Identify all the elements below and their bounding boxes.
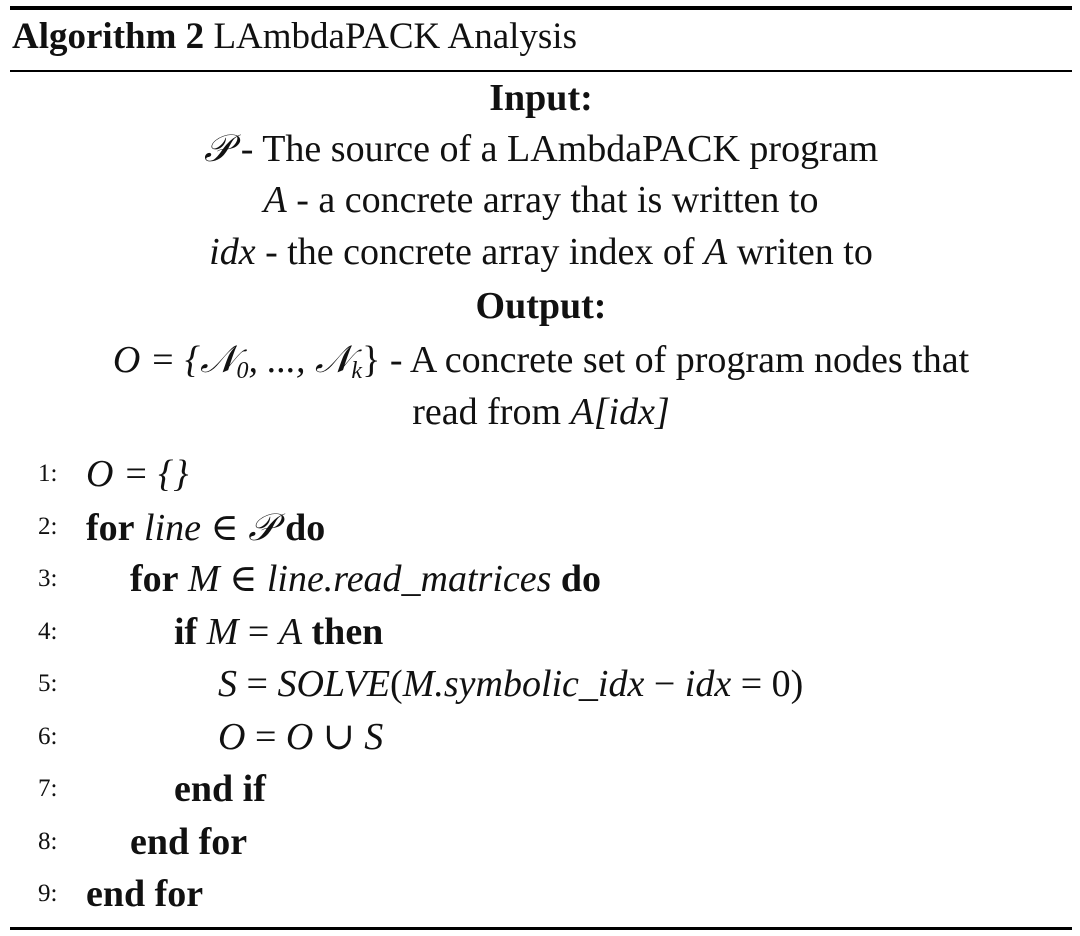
input-var-program: 𝒫 <box>203 126 232 170</box>
code-token: ∈ <box>210 506 249 549</box>
keyword: for <box>86 506 135 549</box>
code-token: SOLVE <box>277 663 391 705</box>
line-code <box>130 553 601 605</box>
line-number: 1: <box>38 460 58 487</box>
code-token: = <box>246 663 278 705</box>
output-line-2 <box>10 386 1072 438</box>
code-token: S <box>364 715 384 758</box>
input-var-index-array: A <box>703 231 728 273</box>
line-number: 5: <box>38 670 58 697</box>
input-var-index: idx <box>209 231 256 273</box>
code-token: O <box>285 715 323 758</box>
code-token: O = {} <box>86 453 189 495</box>
code-token: − <box>644 663 685 705</box>
line-code <box>86 868 203 920</box>
line-code <box>174 606 383 658</box>
line-number: 8: <box>38 827 58 855</box>
line-number: 9: <box>38 880 58 907</box>
algorithm-line <box>10 658 1072 710</box>
line-number: 4: <box>38 617 58 645</box>
algorithm-line <box>10 868 1072 920</box>
input-heading: Input: <box>489 77 593 119</box>
output-read-from: read from <box>412 391 571 433</box>
code-token: M <box>178 558 230 600</box>
keyword: do <box>551 558 602 600</box>
input-var-array: A <box>263 179 287 221</box>
line-code <box>218 711 383 763</box>
input-desc-program: - The source of a LAmbdaPACK program <box>231 128 879 170</box>
input-desc-array: - a concrete array that is written to <box>286 179 819 221</box>
code-token: 𝒫 <box>248 504 276 549</box>
line-number: 7: <box>38 775 58 802</box>
code-token: O <box>218 715 255 758</box>
code-token: ( <box>390 663 403 705</box>
line-code <box>86 501 325 554</box>
algorithm-line <box>10 606 1072 658</box>
keyword: for <box>130 558 179 600</box>
output-line-1 <box>10 334 1072 386</box>
output-read-index: A[idx] <box>570 391 670 433</box>
keyword: do <box>275 506 326 549</box>
code-token: M <box>197 610 248 653</box>
bottom-rule <box>10 927 1072 930</box>
algorithm-line <box>10 711 1072 763</box>
output-set-mid: , ..., 𝒩 <box>248 339 352 381</box>
output-set-open: O = {𝒩 <box>112 339 237 381</box>
output-sub-k: k <box>351 358 363 384</box>
line-number: 6: <box>38 722 58 750</box>
output-heading: Output: <box>475 285 607 327</box>
code-token: = <box>254 715 286 758</box>
code-token: idx <box>684 663 732 705</box>
keyword: then <box>302 610 384 653</box>
code-token: S <box>218 663 247 705</box>
output-set-close: } <box>362 339 381 381</box>
algorithm-line <box>10 501 1072 553</box>
algorithm-line <box>10 448 1072 500</box>
output-sub-0: 0 <box>236 358 249 384</box>
code-token: M.symbolic_idx <box>402 663 645 705</box>
code-token: line <box>134 506 211 549</box>
algorithm-line <box>10 553 1072 605</box>
line-code <box>130 816 247 868</box>
algorithm-title: LAmbdaPACK Analysis <box>213 16 577 57</box>
keyword: end for <box>130 820 248 863</box>
line-code <box>218 658 803 710</box>
input-item-index <box>10 226 1072 278</box>
code-token: ∪ <box>322 715 365 758</box>
keyword: end if <box>174 768 266 810</box>
output-desc: - A concrete set of program nodes that <box>380 339 970 381</box>
keyword: if <box>174 610 198 653</box>
code-token: = 0) <box>731 663 804 705</box>
algorithm-caption <box>12 14 577 60</box>
code-token: line.read_matrices <box>266 558 552 600</box>
algorithm-label: Algorithm 2 <box>12 16 205 57</box>
code-token: ∈ <box>229 558 267 600</box>
algorithm-line <box>10 816 1072 868</box>
line-number: 3: <box>38 565 58 592</box>
input-item-program <box>10 122 1072 175</box>
input-item-array <box>10 174 1072 226</box>
line-code <box>174 763 266 815</box>
code-token: A <box>278 610 303 653</box>
line-number: 2: <box>38 512 58 540</box>
line-code <box>86 448 188 500</box>
code-token: = <box>247 610 279 653</box>
keyword: end for <box>86 873 204 915</box>
top-rule <box>10 6 1072 10</box>
input-desc-index-pre: - the concrete array index of <box>255 231 704 273</box>
input-desc-index-post: writen to <box>727 231 873 273</box>
algorithm-line <box>10 763 1072 815</box>
